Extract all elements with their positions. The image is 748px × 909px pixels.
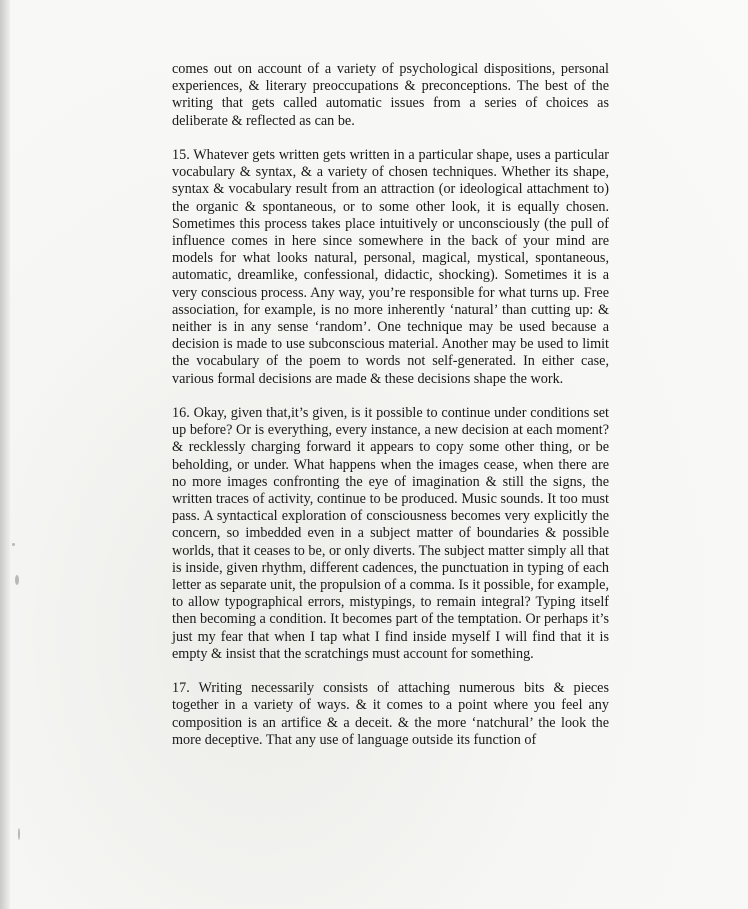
paragraph-16: 16. Okay, given that,it’s given, is it possible to continue under conditions set up before? Or is everything, every instance, a new decision at each moment? & recklessly charging forward it appears to copy some other thing, or be beholding, or under. What happens when the images cease, when there are no more images confronting the eye of imagination & still the signs, the written traces of activity, continue to be produced. Music sounds. It too must pass. A syntactical exploration of consciousness becomes very explicitly the concern, so imbedded even in a subject matter of boundaries & possible worlds, that it ceases to be, or only diverts. The subject matter simply all that is inside, given rhythm, different cadences, the punctuation in typing of each letter as separate unit, the propulsion of a comma. Is it possible, for example, to allow typographical errors, mistypings, to remain integral? Typing itself then becoming a condition. It becomes part of the temptation. Or perhaps it’s just my fear that when I tap what I find inside myself I will find that it is empty & insist that the scratchings must account for something. bbox=[172, 405, 609, 662]
paragraph-continuation: comes out on account of a variety of psychological dispositions, personal experiences, & literary preoccupations & preconceptions. The best of the writing that gets called automatic issues from a series of choices as deliberate & reflected as can be. bbox=[172, 61, 609, 129]
scan-speck bbox=[12, 543, 15, 546]
scan-speck bbox=[18, 828, 20, 840]
body-text bbox=[172, 61, 609, 749]
paragraph-17: 17. Writing necessarily consists of attaching numerous bits & pieces together in a variety of ways. & it comes to a point where you feel any composition is an artifice & a deceit. & the more ‘natchural’ the look the more deceptive. That any use of language outside its function of bbox=[172, 680, 609, 748]
paragraph-15: 15. Whatever gets written gets written in a particular shape, uses a particular vocabulary & syntax, & a variety of chosen techniques. Whether its shape, syntax & vocabulary result from an attraction (or ideological attachment to) the organic & spontaneous, or to some other look, it is equally chosen. Sometimes this process takes place intuitively or unconsciously (the pull of influence comes in here since somewhere in the back of your mind are models for what looks natural, personal, magical, mystical, spontaneous, automatic, dreamlike, confessional, didactic, shocking). Sometimes it is a very conscious process. Any way, you’re responsible for what turns up. Free association, for example, is no more inherently ‘natural’ than cutting up: & neither is in any sense ‘random’. One technique may be used because a decision is made to use subconscious material. Another may be used to limit the vocabulary of the poem to words not self-generated. In either case, various formal decisions are made & these decisions shape the work. bbox=[172, 147, 609, 387]
scan-speck bbox=[15, 575, 19, 585]
page-edge-shadow bbox=[0, 0, 10, 909]
